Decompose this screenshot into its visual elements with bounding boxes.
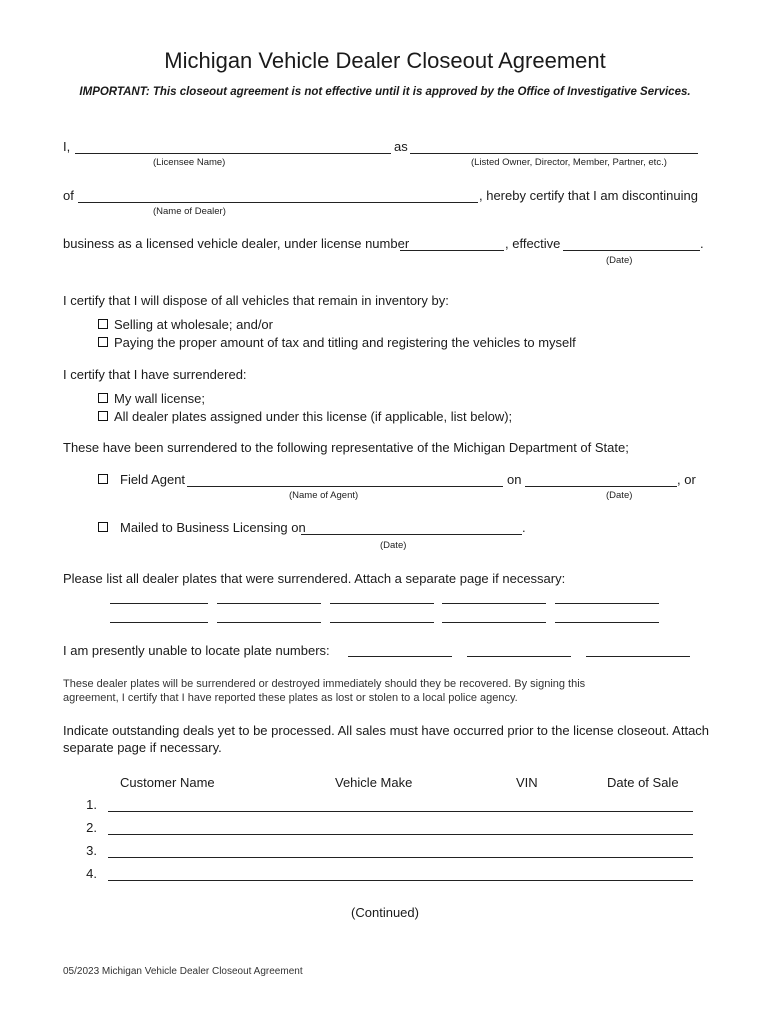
license-number-field[interactable] [400,250,504,251]
important-notice: IMPORTANT: This closeout agreement is not effective until it is approved by the Office of Investigative Services. [79,86,691,98]
line1-as: as [394,139,408,154]
checkbox-wall-license[interactable] [98,393,108,403]
option-titling: Paying the proper amount of tax and titling and registering the vehicles to myself [114,335,576,350]
option-dealer-plates: All dealer plates assigned under this license (if applicable, list below); [114,409,513,424]
continued-label: (Continued) [351,905,419,920]
dispose-heading: I certify that I will dispose of all vehicles that remain in inventory by: [63,293,449,308]
field-agent-label: Field Agent [120,472,186,487]
plates-heading: Please list all dealer plates that were surrendered. Attach a separate page if necessary: [63,571,566,586]
line3-text: business as a licensed vehicle dealer, under license number [63,236,410,251]
surrendered-heading: I certify that I have surrendered: [63,367,247,382]
plate-field[interactable] [555,603,659,604]
checkbox-mailed[interactable] [98,522,108,532]
column-customer-name: Customer Name [120,775,215,790]
mailed-period: . [522,520,526,535]
field-agent-or: , or [677,472,696,487]
plate-field[interactable] [217,622,321,623]
caption-licensee-name: (Licensee Name) [153,157,226,168]
unlocated-plate-field[interactable] [348,656,452,657]
plate-field[interactable] [442,622,546,623]
unlocated-plate-field[interactable] [586,656,690,657]
caption-owner-title: (Listed Owner, Director, Member, Partner, etc.) [471,157,667,168]
column-vehicle-make: Vehicle Make [335,775,413,790]
plate-field[interactable] [442,603,546,604]
deal-row-field[interactable] [108,880,693,881]
licensee-name-field[interactable] [75,153,391,154]
line1-prefix: I, [63,139,71,154]
plate-field[interactable] [110,603,208,604]
plate-field[interactable] [330,622,434,623]
caption-agent-name: (Name of Agent) [289,490,359,501]
checkbox-wholesale[interactable] [98,319,108,329]
deal-row-number: 4. [86,866,97,881]
effective-date-field[interactable] [563,250,700,251]
mailed-date-field[interactable] [301,534,522,535]
deals-heading-line2: separate page if necessary. [63,740,222,755]
mailed-label: Mailed to Business Licensing on [120,520,306,535]
caption-agent-date: (Date) [606,490,633,501]
deal-row-number: 3. [86,843,97,858]
page-title: Michigan Vehicle Dealer Closeout Agreement [164,48,606,73]
owner-title-field[interactable] [410,153,698,154]
deal-row-field[interactable] [108,857,693,858]
line3-period: . [700,236,704,251]
representative-heading: These have been surrendered to the following representative of the Michigan Department of State; [63,440,629,455]
option-wholesale: Selling at wholesale; and/or [114,317,273,332]
unlocated-plate-field[interactable] [467,656,571,657]
plate-field[interactable] [217,603,321,604]
plate-field[interactable] [555,622,659,623]
deal-row-number: 2. [86,820,97,835]
plate-field[interactable] [110,622,208,623]
line2-prefix: of [63,188,74,203]
checkbox-titling[interactable] [98,337,108,347]
plates-note-line2: agreement, I certify that I have reported these plates as lost or stolen to a local police agency. [63,692,518,704]
checkbox-dealer-plates[interactable] [98,411,108,421]
unable-label: I am presently unable to locate plate numbers: [63,643,330,658]
plates-note-line1: These dealer plates will be surrendered or destroyed immediately should they be recovered. By signing this [63,678,586,690]
deal-row-field[interactable] [108,811,693,812]
agent-date-field[interactable] [525,486,677,487]
column-vin: VIN [516,775,538,790]
option-wall-license: My wall license; [114,391,206,406]
column-date-of-sale: Date of Sale [607,775,679,790]
deals-heading-line1: Indicate outstanding deals yet to be processed. All sales must have occurred prior to the license closeout. Attach [63,723,710,738]
agent-name-field[interactable] [187,486,503,487]
caption-effective-date: (Date) [606,255,633,266]
caption-mailed-date: (Date) [380,540,407,551]
line3-effective: , effective [505,236,561,251]
field-agent-on: on [507,472,522,487]
deal-row-number: 1. [86,797,97,812]
dealer-name-field[interactable] [78,202,478,203]
caption-dealer-name: (Name of Dealer) [153,206,226,217]
deal-row-field[interactable] [108,834,693,835]
line2-suffix: , hereby certify that I am discontinuing [479,188,698,203]
plate-field[interactable] [330,603,434,604]
checkbox-field-agent[interactable] [98,474,108,484]
footer: 05/2023 Michigan Vehicle Dealer Closeout Agreement [63,966,303,977]
